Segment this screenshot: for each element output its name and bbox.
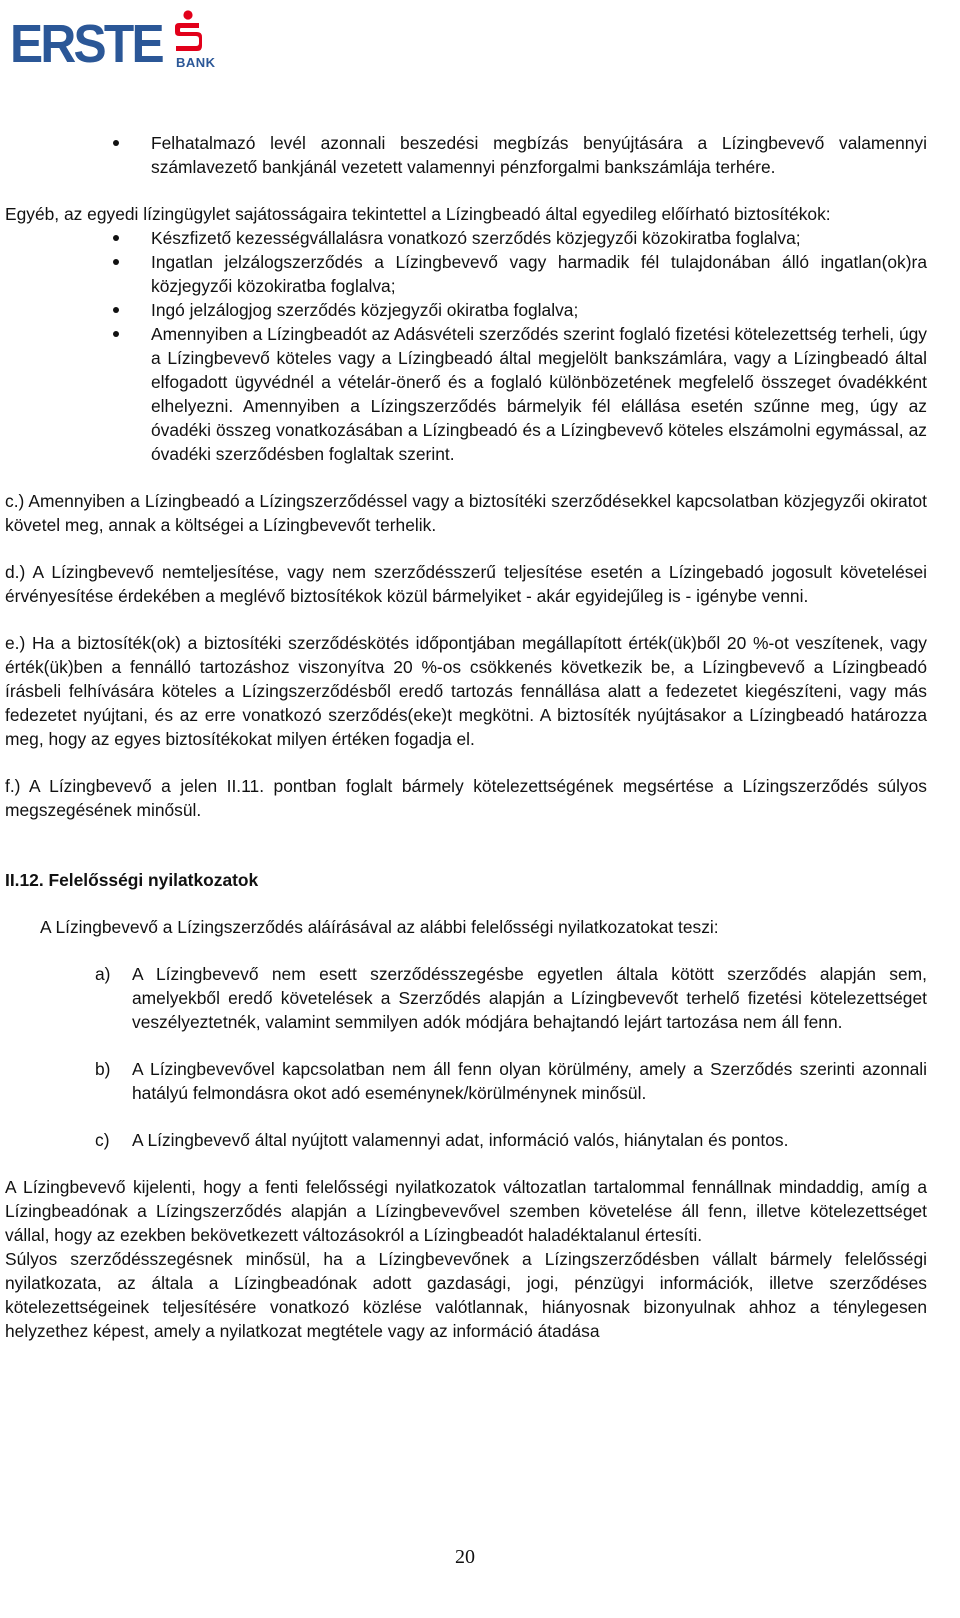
declaration-item [5,962,927,1034]
spacer [5,892,927,915]
logo-wordmark: ERSTE [10,14,162,74]
list-item: Készfizető kezességvállalásra vonatkozó szerződés közjegyzői közokiratba foglalva; [5,226,927,250]
spacer [5,751,927,774]
spacer [5,1152,927,1175]
page-number: 20 [455,1546,475,1568]
list-item: Ingatlan jelzálogszerződés a Lízingbevevő vagy harmadik fél tulajdonában álló ingatlan(ok)ra közjegyzői közokiratba foglalva; [5,250,927,298]
other-collateral-intro: Egyéb, az egyedi lízingügylet sajátosságaira tekintettel a Lízingbeadó által egyedileg előírható biztosítékok: [5,204,831,224]
declaration-item [5,1128,927,1152]
list-item: Ingó jelzálogjog szerződés közjegyzői okiratba foglalva; [5,298,927,322]
section-heading: II.12. Felelősségi nyilatkozatok [5,870,259,890]
paragraph-d: d.) A Lízingbevevő nemteljesítése, vagy nem szerződésszerű teljesítése esetén a Lízingebadó jogosult követelései érvényesítése érdekében a meglévő biztosítékok közül bármelyiket - akár egyidejűleg is - igénybe venni. [5,562,927,606]
erste-bank-logo [10,8,216,74]
declaration-text: A Lízingbevevő nem esett szerződésszegésbe egyetlen általa kötött szerződés alapján sem, amelyekből eredő követelések a Szerződés alapján a Lízingbevevőt terhelő fizetési kötelezettséget veszélyeztetnék, valamint semmilyen adók módjára behajtandó lejárt tartozása nem áll fenn. [132,964,927,1032]
spacer [5,179,927,202]
spacer [5,939,927,962]
spacer [5,537,927,560]
closing-paragraph-1: A Lízingbevevő kijelenti, hogy a fenti felelősségi nyilatkozatok változatlan tartalommal fennállnak mindaddig, amíg a Lízingbeadónak a Lízingszerződés alapján a Lízingbevevővel szemben követelése áll fenn, illetve kötelezettséget vállal, hogy az ezekben bekövetkezett változásokról a Lízingbeadót haladéktalanul értesíti. [5,1177,927,1245]
paragraph-e: e.) Ha a biztosíték(ok) a biztosítéki szerződéskötés időpontjában megállapított érték(ük)ből 20 %-ot veszítenek, vagy érték(ük)ben a fennálló tartozáshoz viszonyítva 20 %-os csökkenés következik be, a Lízingbevevő a Lízingbeadó írásbeli felhívására köteles a Lízingszerződésből eredő tartozás fennállása alatt a fedezetet kiegészíteni, vagy más fedezetet nyújtani, és az erre vonatkozó szerződés(eke)t megkötni. A biztosíték nyújtásakor a Lízingbeadó határozza meg, hogy az egyes biztosítékokat milyen értéken fogadja el. [5,633,927,749]
section-intro: A Lízingbevevő a Lízingszerződés aláírásával az alábbi felelősségi nyilatkozatokat teszi: [40,917,719,937]
spacer [5,608,927,631]
declaration-marker: a) [95,964,111,984]
spacer [5,466,927,489]
document-body [5,131,927,1343]
collateral-list-top [5,131,927,179]
erste-s-mark-icon [173,10,203,54]
paragraph-f: f.) A Lízingbevevő a jelen II.11. pontban foglalt bármely kötelezettségének megsértése a Lízingszerződés súlyos megszegésének minősül. [5,776,927,820]
logo-bank-label: BANK [176,55,216,70]
list-item: Amennyiben a Lízingbeadót az Adásvételi szerződés szerint foglaló fizetési kötelezettség terheli, úgy a Lízingbevevő köteles vagy a Lízingbeadó által megjelölt bankszámlára, vagy a Lízingbeadó által elfogadott ügyvédnél a vételár-önerő és a foglaló különbözetének megfelelő összeget óvadékként elhelyezni. Amennyiben a Lízingszerződés bármelyik fél elállása esetén szűnne meg, úgy az óvadéki összeg vonatkozásában a Lízingbeadó és a Lízingbevevő köteles elszámolni egymással, az óvadéki szerződésben foglaltak szerint. [5,322,927,466]
declaration-item [5,1057,927,1105]
declaration-text: A Lízingbevevővel kapcsolatban nem áll fenn olyan körülmény, amely a Szerződés szerinti azonnali hatályú felmondásra okot adó eseménynek/körülménynek minősül. [132,1059,927,1103]
collateral-list [5,226,927,466]
spacer [5,1034,927,1057]
paragraph-c: c.) Amennyiben a Lízingbeadó a Lízingszerződéssel vagy a biztosítéki szerződésekkel kapcsolatban közjegyzői okiratot követel meg, annak a költségei a Lízingbevevőt terhelik. [5,491,927,535]
declaration-text: A Lízingbevevő által nyújtott valamennyi adat, információ valós, hiánytalan és pontos. [132,1130,789,1150]
declaration-marker: b) [95,1059,111,1079]
declaration-list [5,962,927,1152]
declaration-marker: c) [95,1130,110,1150]
list-item: Felhatalmazó levél azonnali beszedési megbízás benyújtására a Lízingbevevő valamennyi számlavezető bankjánál vezetett valamennyi pénzforgalmi bankszámlája terhére. [5,131,927,179]
spacer [5,1105,927,1128]
spacer [5,822,927,868]
closing-paragraph-2: Súlyos szerződésszegésnek minősül, ha a Lízingbevevőnek a Lízingszerződésben vállalt bármely felelősségi nyilatkozata, az általa a Lízingbeadónak adott gazdasági, jogi, pénzügyi információk, illetve szerződéses kötelezettségeinek teljesítésére vonatkozó közlése valótlannak, hiányosnak bizonyulnak ahhoz a ténylegesen helyzethez képest, amely a nyilatkozat megtétele vagy az információ átadása [5,1249,927,1341]
